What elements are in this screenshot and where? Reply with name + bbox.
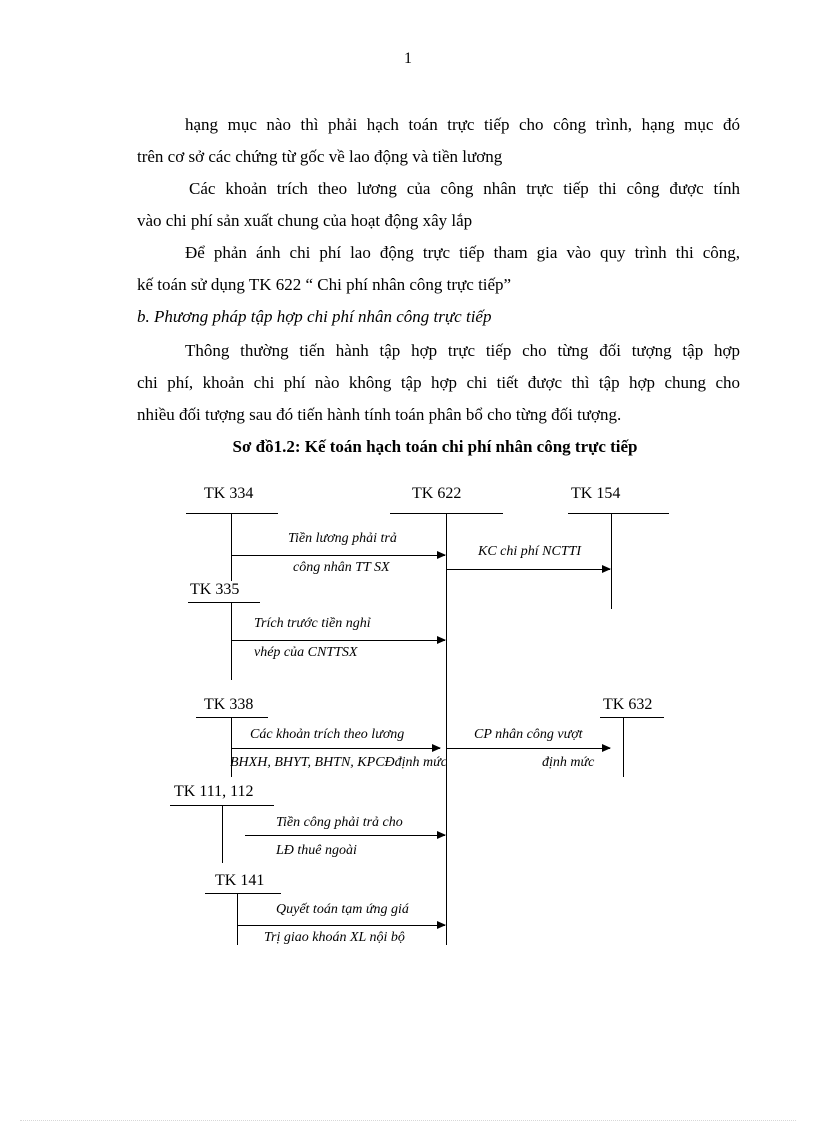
flow-632-label-1: CP nhân công vượt [474,727,583,742]
tk141-stem [237,893,238,945]
flow-111-label-2: LĐ thuê ngoài [276,843,357,858]
flow-335-label-1: Trích trước tiền nghỉ [254,616,371,631]
flow-334-label-1: Tiền lương phải trả [288,531,397,546]
tk141-t-bar [205,893,281,894]
tk338-t-bar [196,717,268,718]
paragraph-3-line-2: kế toán sử dụng TK 622 “ Chi phí nhân công trực tiếp” [137,275,512,294]
paragraph-1-line-2: trên cơ sở các chứng từ gốc về lao động và tiền lương [137,147,503,166]
flow-154-label: KC chi phí NCTTI [478,544,582,559]
account-label-tk334: TK 334 [204,485,254,502]
tk622-stem [446,513,447,945]
tk154-stem [611,513,612,609]
page-bottom-border [20,1120,796,1121]
arrow-622-to-154 [447,569,610,570]
paragraph-2-line-1: Các khoản trích theo lương của công nhân trực tiếp thi công được tính [189,179,740,198]
tk111-stem [222,805,223,863]
diagram-caption: Sơ đồ1.2: Kế toán hạch toán chi phí nhân công trực tiếp [232,437,638,456]
account-label-tk632: TK 632 [603,696,653,713]
flow-338-label-2 [230,755,447,771]
account-label-tk111-112: TK 111, 112 [174,783,254,800]
flow-334-label-2: công nhân TT SX [293,560,390,575]
tk154-t-bar [568,513,669,514]
account-label-tk338: TK 338 [204,696,254,713]
tk335-t-bar [188,602,260,603]
account-label-tk622: TK 622 [412,485,462,502]
page-number: 1 [404,50,412,67]
paragraph-4-line-2: chi phí, khoản chi phí nào không tập hợp chi tiết được thì tập hợp chung cho [137,373,740,392]
tk335-stem [231,602,232,680]
arrow-141-to-622 [238,925,445,926]
arrow-335-to-622 [232,640,445,641]
flow-141-label-1: Quyết toán tạm ứng giá [276,902,409,917]
account-label-tk141: TK 141 [215,872,265,889]
tk334-stem [231,513,232,581]
section-heading-b: b. Phương pháp tập hợp chi phí nhân công trực tiếp [137,307,492,326]
flow-338-label-1: Các khoản trích theo lương [250,727,405,742]
paragraph-4-line-3: nhiều đối tượng sau đó tiến hành tính toán phân bổ cho từng đối tượng. [137,405,622,424]
account-label-tk335: TK 335 [190,581,240,598]
arrow-334-to-622 [232,555,445,556]
paragraph-4-line-1: Thông thường tiến hành tập hợp trực tiếp cho từng đối tượng tập hợp [185,341,740,360]
arrow-338-to-622 [232,748,440,749]
account-label-tk154: TK 154 [571,485,621,502]
tk632-t-bar [600,717,664,718]
flow-338-label-2-text: BHXH, BHYT, BHTN, KPCĐ [230,755,395,770]
flow-111-label-1: Tiền công phải trả cho [276,815,403,830]
flow-338-label-2-suffix: định mức [394,755,448,770]
flow-335-label-2: vhép của CNTTSX [254,645,358,660]
paragraph-1-line-1: hạng mục nào thì phải hạch toán trực tiếp cho công trình, hạng mục đó [185,115,740,134]
paragraph-3-line-1: Để phản ánh chi phí lao động trực tiếp tham gia vào quy trình thi công, [185,243,740,262]
arrow-622-to-632 [447,748,610,749]
flow-141-label-2: Trị giao khoán XL nội bộ [264,930,405,945]
flow-632-label-2: định mức [542,755,595,770]
tk334-t-bar [186,513,278,514]
paragraph-2-line-2: vào chi phí sản xuất chung của hoạt động xây lắp [137,211,473,230]
tk632-stem [623,717,624,777]
arrow-111-to-622 [245,835,445,836]
